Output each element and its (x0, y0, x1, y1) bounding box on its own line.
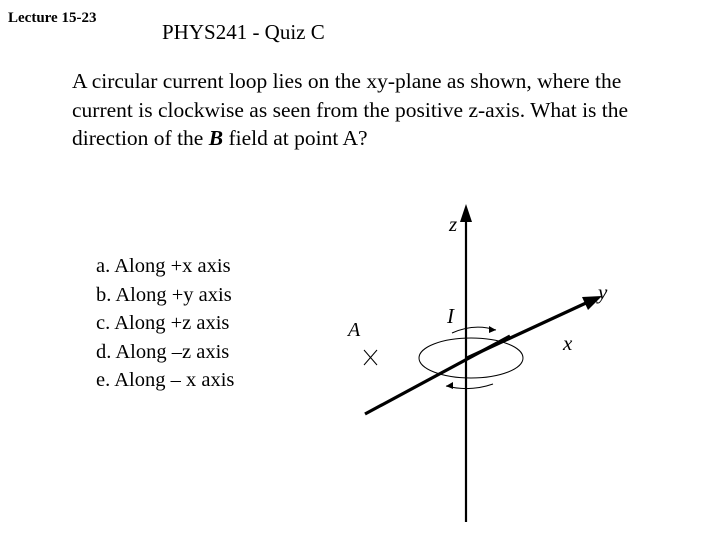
point-a-marker (364, 350, 377, 365)
choice-b: b. Along +y axis (96, 283, 232, 306)
b-field-symbol: B (208, 126, 224, 150)
current-label: I (447, 304, 454, 328)
question-text-end: field at point A? (223, 126, 368, 150)
y-axis (467, 296, 602, 358)
lecture-number: Lecture 15-23 (8, 10, 97, 26)
x-axis-label: x (563, 331, 573, 355)
choice-d: d. Along –z axis (96, 340, 230, 363)
current-arrow-bottom (446, 382, 493, 389)
current-arrow-top (452, 326, 496, 333)
choice-a: a. Along +x axis (96, 255, 231, 277)
point-a-label: A (348, 319, 361, 341)
choice-c: c. Along +z axis (96, 312, 230, 335)
slide-title: PHYS241 - Quiz C (162, 20, 325, 44)
z-axis-label: z (449, 212, 458, 236)
question-text-start: A circular current loop lies on the xy-plane as shown, where the current is clockwise as seen from the positive z-axis. What is the direction of the (72, 69, 629, 150)
y-axis-label: y (598, 280, 608, 304)
choice-e: e. Along – x axis (96, 369, 235, 392)
